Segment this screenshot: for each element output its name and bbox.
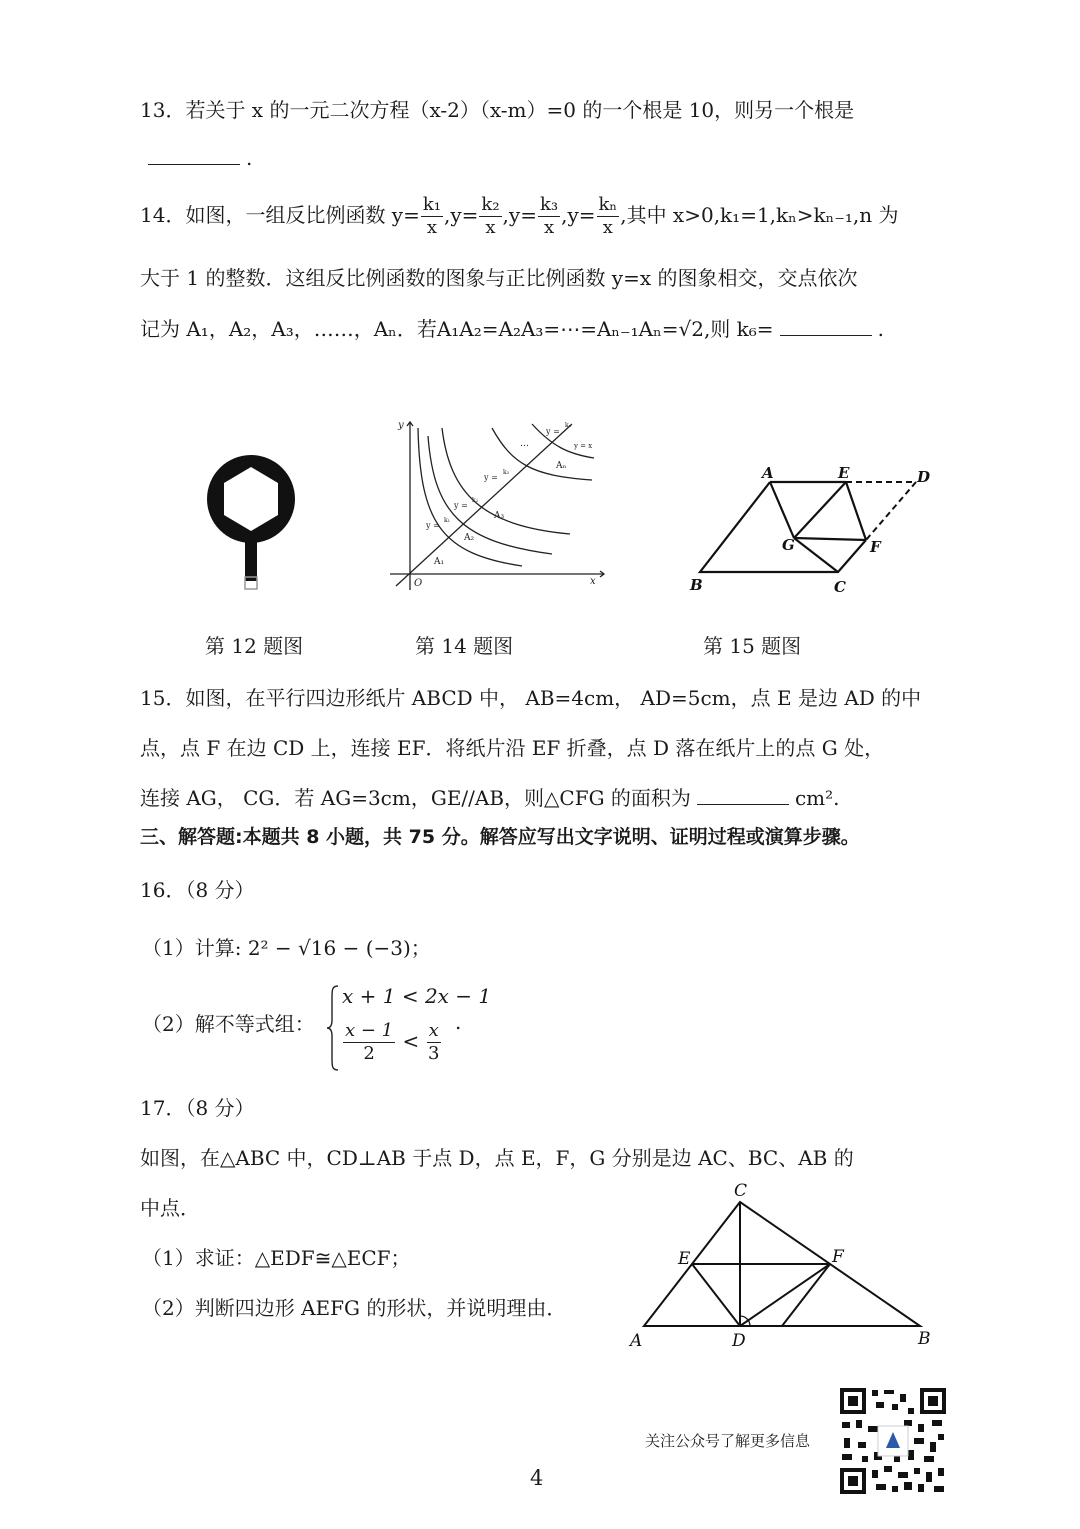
label-y-eq-x: y = x <box>574 442 593 450</box>
q14-blank[interactable] <box>780 317 872 336</box>
label-y-k2: y = <box>454 501 468 510</box>
figure-14-graph <box>382 414 612 594</box>
brace-icon <box>326 984 340 1072</box>
label-A: A <box>762 464 774 482</box>
q14-period: . <box>877 317 884 341</box>
label-D: D <box>917 468 931 486</box>
frac-k2-den: x <box>485 217 496 238</box>
section-3-heading: 三、解答题:本题共 8 小题，共 75 分。解答应写出文字说明、证明过程或演算步骤。 <box>140 826 860 848</box>
label-y-kn-num: kₙ <box>565 422 572 429</box>
q16-part1-expression: 2² − √16 − (−3)； <box>247 936 431 960</box>
ineq2-frac-left <box>343 1020 395 1065</box>
label-origin: O <box>414 578 423 589</box>
ineq2-right-den: 3 <box>427 1043 440 1064</box>
q15-unit: cm². <box>794 786 840 810</box>
label-A1: A₁ <box>434 557 445 567</box>
caption-figure-14: 第 14 题图 <box>415 634 514 658</box>
label-x: x <box>590 576 596 587</box>
label-y-k3: y = <box>484 473 498 482</box>
frac-k1-den: x <box>426 217 438 238</box>
q14-line3 <box>140 313 884 342</box>
segment-FG <box>782 1264 830 1326</box>
label-y-kn: y = <box>546 427 560 436</box>
label-G: G <box>782 536 795 554</box>
inequality-1: x + 1 < 2x − 1 <box>342 984 492 1008</box>
frac-kn <box>597 194 620 239</box>
figure-17-triangle <box>624 1180 944 1352</box>
q14-line2: 大于 1 的整数．这组反比例函数的图象与正比例函数 y=x 的图象相交，交点依次 <box>140 266 858 290</box>
inequality-2 <box>342 1020 442 1065</box>
segment-GF <box>794 538 866 540</box>
frac-k3 <box>538 194 560 239</box>
q15-line3-text: 连接 AG， CG．若 AG=3cm，GE//AB，则△CFG 的面积为 <box>140 786 691 810</box>
segment-DF <box>740 1264 830 1326</box>
label-y-k2-num: k₂ <box>472 497 479 504</box>
segment-GE <box>794 482 846 538</box>
segment-GC <box>794 538 838 572</box>
label-F: F <box>870 538 881 556</box>
label-C: C <box>734 1181 748 1201</box>
q14-line3-text: 记为 A₁，A₂，A₃，……，Aₙ．若A₁A₂=A₂A₃=⋯=Aₙ₋₁Aₙ=√2,则 k₆= <box>140 317 774 341</box>
label-y: y <box>398 420 404 431</box>
segment-EF <box>846 482 866 540</box>
q17-part2: （2）判断四边形 AEFG 的形状，并说明理由． <box>142 1296 567 1320</box>
wrench-handle <box>245 541 257 581</box>
label-An: Aₙ <box>556 461 567 471</box>
line-y-equals-x <box>396 424 572 586</box>
label-A3: A₃ <box>494 511 505 521</box>
label-y-k1: y = <box>426 521 440 530</box>
label-C: C <box>834 578 846 596</box>
label-dots: … <box>520 439 529 449</box>
ineq2-right-num: x <box>428 1020 439 1041</box>
ineq2-left-num: x − 1 <box>345 1020 394 1041</box>
dashed-DF <box>866 482 916 540</box>
q15-line3 <box>140 782 839 811</box>
label-E: E <box>678 1249 691 1269</box>
frac-k1 <box>421 194 443 239</box>
q14-prefix: 14．如图，一组反比例函数 y= <box>140 203 420 227</box>
q15-blank[interactable] <box>697 786 789 805</box>
frac-k2-num: k₂ <box>481 194 500 215</box>
caption-figure-15: 第 15 题图 <box>703 634 802 658</box>
label-F: F <box>832 1247 844 1267</box>
q15-line1: 15．如图，在平行四边形纸片 ABCD 中， AB=4cm， AD=5cm，点 E 是边 AD 的中 <box>140 686 922 710</box>
parallelogram-sides <box>700 482 866 572</box>
page-number: 4 <box>530 1466 544 1490</box>
sep3: ,y= <box>561 203 596 227</box>
q13-text: 13．若关于 x 的一元二次方程（x-2）（x-m）=0 的一个根是 10，则另一个根是 <box>140 98 855 122</box>
label-y-k3-num: k₃ <box>503 469 510 476</box>
q16-part1-label: （1）计算: <box>142 936 242 960</box>
frac-k3-num: k₃ <box>539 194 559 215</box>
segment-AG <box>770 482 794 538</box>
q17-line2: 中点． <box>140 1196 200 1220</box>
q14-condition: ,其中 x>0,k₁=1,kₙ>kₙ₋₁,n 为 <box>620 203 899 227</box>
label-A: A <box>630 1331 643 1351</box>
qr-code-icon[interactable] <box>838 1386 948 1496</box>
q17-part1: （1）求证：△EDF≅△ECF； <box>142 1246 411 1270</box>
frac-k2 <box>479 194 501 239</box>
frac-k3-den: x <box>543 217 555 238</box>
q13-answer-line <box>148 146 252 170</box>
ineq2-lt: < <box>402 1029 420 1053</box>
label-B: B <box>690 576 703 594</box>
sep1: ,y= <box>444 203 479 227</box>
q16-part1 <box>142 932 431 961</box>
q16-period: . <box>455 1010 462 1034</box>
label-B: B <box>918 1329 931 1349</box>
frac-kn-num: kₙ <box>598 194 618 215</box>
sep2: ,y= <box>502 203 537 227</box>
q16-heading: 16．（8 分） <box>140 878 255 902</box>
q15-line2: 点，点 F 在边 CD 上，连接 EF．将纸片沿 EF 折叠，点 D 落在纸片上的点 G 处， <box>140 736 885 760</box>
ineq2-frac-right <box>427 1020 441 1065</box>
label-E: E <box>838 464 850 482</box>
q14-line1 <box>140 194 899 239</box>
segment-ED <box>692 1264 740 1326</box>
label-y-k1-num: k₁ <box>444 517 451 524</box>
q13-blank[interactable] <box>148 146 240 165</box>
figure-15-parallelogram <box>686 458 936 598</box>
q17-line1: 如图，在△ABC 中，CD⊥AB 于点 D，点 E，F，G 分别是边 AC、BC、AB 的 <box>140 1146 854 1170</box>
figure-12-wrench <box>196 445 306 605</box>
q16-part2-label: （2）解不等式组： <box>142 1012 315 1036</box>
frac-kn-den: x <box>602 217 613 238</box>
ineq2-left-den: 2 <box>363 1043 375 1064</box>
follow-text: 关注公众号了解更多信息 <box>645 1432 811 1450</box>
label-A2: A₂ <box>464 533 475 543</box>
label-D: D <box>732 1331 746 1351</box>
q17-heading: 17．（8 分） <box>140 1096 255 1120</box>
frac-k1-num: k₁ <box>422 194 441 215</box>
q13-period: . <box>246 146 253 170</box>
caption-figure-12: 第 12 题图 <box>205 634 304 658</box>
